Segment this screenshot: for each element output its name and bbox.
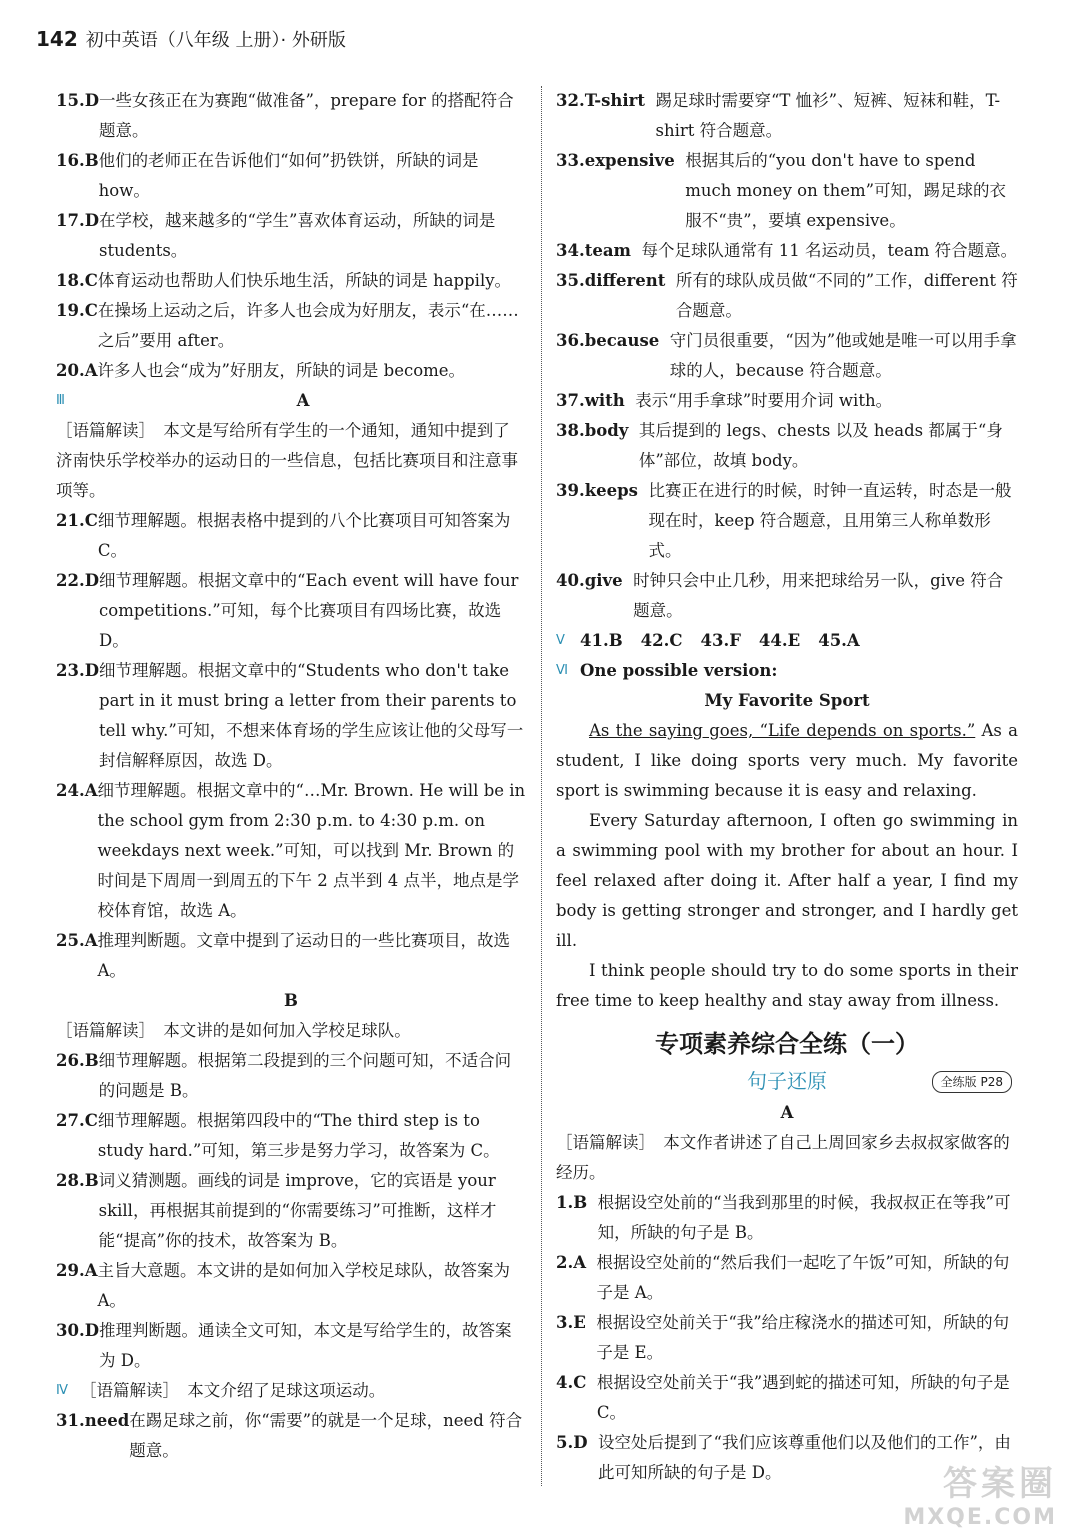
answer-explanation: 踢足球时需要穿“T 恤衫”、短裤、短袜和鞋，T-shirt 符合题意。 <box>655 91 1001 140</box>
page-number: 142 <box>36 27 78 51</box>
answer-key: 44.E <box>758 631 801 650</box>
answer-number: 3.E <box>556 1313 586 1332</box>
column-divider <box>541 86 542 1486</box>
answer-explanation: 细节理解题。根据第二段提到的三个问题可知，不适合问的问题是 B。 <box>98 1051 512 1100</box>
answer-number: 29.A <box>56 1261 98 1280</box>
answer-item <box>556 86 1018 146</box>
answer-number: 31.need <box>56 1411 130 1430</box>
answer-item <box>556 236 1018 266</box>
answer-item <box>556 266 1018 326</box>
answer-item <box>56 566 526 656</box>
answer-item <box>556 566 1018 626</box>
answer-number: 21.C <box>56 511 98 530</box>
answer-number: 5.D <box>556 1433 588 1452</box>
answer-item <box>56 776 526 926</box>
answer-item <box>56 1256 526 1316</box>
special-subtitle: 句子还原 <box>747 1069 827 1093</box>
answer-number: 1.B <box>556 1193 588 1212</box>
answer-item <box>56 266 526 296</box>
answer-number: 26.B <box>56 1051 99 1070</box>
answer-list-a <box>56 86 526 386</box>
answer-item <box>556 476 1018 566</box>
answer-explanation: 体育运动也帮助人们快乐地生活，所缺的词是 happily。 <box>97 271 512 290</box>
answer-item <box>556 1308 1018 1368</box>
answer-explanation: 根据设空处前关于“我”遇到蛇的描述可知，所缺的句子是 C。 <box>596 1373 1010 1422</box>
answer-number: 23.D <box>56 661 100 680</box>
essay-quote: As the saying goes, “Life depends on sports.” <box>589 721 976 740</box>
watermark-text: 答案圈 <box>943 1464 1057 1504</box>
answer-explanation: 在操场上运动之后，许多人也会成为好朋友，表示“在……之后”要用 after。 <box>97 301 519 350</box>
answer-explanation: 细节理解题。根据文章中的“…Mr. Brown. He will be in the school gym from 2:30 p.m. to 4:30 p.m. on weekdays next week.”可知，可以找到 Mr. Brown 的时间是下周周一到周五的下午 2 点半到 4 点半，地点是学校体育馆，故选 A。 <box>97 781 526 920</box>
answer-explanation: 设空处后提到了“我们应该尊重他们以及他们的工作”，由此可知所缺的句子是 D。 <box>598 1433 1011 1482</box>
answer-item <box>56 1316 526 1376</box>
answer-number: 37.with <box>556 391 625 410</box>
section-numeral: Ⅵ <box>556 663 568 678</box>
answer-explanation: 比赛正在进行的时候，时钟一直运转，时态是一般现在时，keep 符合题意，且用第三人称单数形式。 <box>648 481 1012 560</box>
watermark-url: MXQE.COM <box>903 1505 1057 1530</box>
special-section-title: 专项素养综合全练（一） <box>655 1030 919 1058</box>
answer-number: 35.different <box>556 271 666 290</box>
answer-explanation: 表示“用手拿球”时要用介词 with。 <box>635 391 893 410</box>
answer-number: 30.D <box>56 1321 100 1340</box>
answer-item <box>56 146 526 206</box>
book-title: 初中英语（八年级 上册）· 外研版 <box>85 30 346 51</box>
answer-list-c <box>56 1046 526 1376</box>
answer-explanation: 细节理解题。根据表格中提到的八个比赛项目可知答案为 C。 <box>97 511 511 560</box>
passage-title-b: B <box>284 991 298 1010</box>
answer-explanation: 在学校，越来越多的“学生”喜欢体育运动，所缺的词是 students。 <box>99 211 496 260</box>
answer-number: 33.expensive <box>556 151 675 170</box>
answer-item <box>556 326 1018 386</box>
page-reference-badge: 全练版 P28 <box>932 1071 1012 1093</box>
essay-title: My Favorite Sport <box>704 691 870 710</box>
answer-explanation: 根据设空处前关于“我”给庄稼浇水的描述可知，所缺的句子是 E。 <box>596 1313 1010 1362</box>
answer-number: 19.C <box>56 301 98 320</box>
section-numeral: Ⅲ <box>56 393 65 408</box>
section-numeral: Ⅴ <box>556 633 565 648</box>
answer-item <box>56 1166 526 1256</box>
answer-number: 16.B <box>56 151 99 170</box>
section-3-heading <box>56 386 526 416</box>
answer-item <box>56 296 526 356</box>
answer-number: 4.C <box>556 1373 587 1392</box>
answer-item <box>556 416 1018 476</box>
essay-paragraph-2: Every Saturday afternoon, I often go swimming in a swimming pool with my brother for about an hour. I feel relaxed after doing it. After half a year, I find my body is getting stronger and stronger, and I hardly get ill. <box>556 811 1018 950</box>
answer-explanation: 他们的老师正在告诉他们“如何”扔铁饼，所缺的词是 how。 <box>98 151 479 200</box>
site-watermark <box>877 1456 1057 1530</box>
left-column <box>56 86 526 1466</box>
passage-title: A <box>296 391 310 410</box>
right-column <box>556 86 1018 1488</box>
answer-list-b <box>56 506 526 986</box>
answer-number: 18.C <box>56 271 98 290</box>
answer-number: 27.C <box>56 1111 98 1130</box>
answer-explanation: 根据其后的“you don't have to spend much money on them”可知，踢足球的衣服不“贵”，要填 expensive。 <box>685 151 1007 230</box>
answer-explanation: 许多人也会“成为”好朋友，所缺的词是 become。 <box>97 361 466 380</box>
answer-row <box>580 626 860 656</box>
answer-item <box>56 1106 526 1166</box>
passage-analysis: ［语篇解读］ 本文是写给所有学生的一个通知，通知中提到了济南快乐学校举办的运动日的一些信息，包括比赛项目和注意事项等。 <box>56 421 518 500</box>
answer-key: 43.F <box>700 631 741 650</box>
answer-explanation: 守门员很重要，“因为”他或她是唯一可以用手拿球的人，because 符合题意。 <box>669 331 1017 380</box>
answer-number: 22.D <box>56 571 100 590</box>
special-analysis: ［语篇解读］ 本文作者讲述了自己上周回家乡去叔叔家做客的经历。 <box>556 1133 1010 1182</box>
answer-explanation: 细节理解题。根据文章中的“Students who don't take part in it must bring a letter from their parents to tell why.”可知，不想来体育场的学生应该让他的父母写一封信解释原因，故选 D。 <box>99 661 524 770</box>
essay-paragraph-1 <box>556 716 1018 806</box>
special-subheading-row <box>556 1064 1018 1098</box>
answer-number: 2.A <box>556 1253 587 1272</box>
answer-list-special <box>556 1188 1018 1488</box>
answer-item <box>56 1406 526 1466</box>
special-part-title: A <box>780 1103 794 1122</box>
answer-number: 24.A <box>56 781 98 800</box>
passage-analysis-b: ［语篇解读］ 本文讲的是如何加入学校足球队。 <box>56 1021 411 1040</box>
answer-item <box>56 506 526 566</box>
answer-key: 41.B <box>580 631 623 650</box>
answer-item <box>56 926 526 986</box>
essay-paragraph-3: I think people should try to do some sports in their free time to keep healthy and stay away from illness. <box>556 961 1018 1010</box>
section-5-answers <box>556 626 1018 656</box>
section-6-heading <box>556 656 1018 686</box>
answer-item <box>556 1368 1018 1428</box>
answer-item <box>56 86 526 146</box>
section-4-heading <box>56 1376 526 1406</box>
passage-analysis: ［语篇解读］ 本文介绍了足球这项运动。 <box>80 1381 386 1400</box>
answer-item <box>56 1046 526 1106</box>
answer-item <box>556 146 1018 236</box>
answer-explanation: 词义猜测题。画线的词是 improve，它的宾语是 your skill，再根据其前提到的“你需要练习”可推断，这样才能“提高”你的技术，故答案为 B。 <box>98 1171 497 1250</box>
answer-list-blanks <box>556 86 1018 626</box>
answer-explanation: 一些女孩正在为赛跑“做准备”，prepare for 的搭配符合题意。 <box>99 91 514 140</box>
section-numeral: Ⅳ <box>56 1383 68 1398</box>
sample-essay-label: One possible version: <box>580 661 778 680</box>
answer-number: 20.A <box>56 361 98 380</box>
answer-item <box>56 356 526 386</box>
answer-explanation: 推理判断题。通读全文可知，本文是写给学生的，故答案为 D。 <box>99 1321 512 1370</box>
answer-explanation: 在踢足球之前，你“需要”的就是一个足球，need 符合题意。 <box>129 1411 523 1460</box>
answer-number: 28.B <box>56 1171 99 1190</box>
answer-number: 38.body <box>556 421 629 440</box>
answer-explanation: 细节理解题。根据文章中的“Each event will have four competitions.”可知，每个比赛项目有四场比赛，故选 D。 <box>99 571 519 650</box>
answer-item <box>556 386 1018 416</box>
answer-explanation: 根据设空处前的“当我到那里的时候，我叔叔正在等我”可知，所缺的句子是 B。 <box>597 1193 1011 1242</box>
essay-paragraph-1-rest: As a student, I like doing sports very much. My favorite sport is swimming because it is easy and relaxing. <box>556 721 1018 800</box>
answer-explanation: 推理判断题。文章中提到了运动日的一些比赛项目，故选 A。 <box>97 931 511 980</box>
answer-explanation: 主旨大意题。本文讲的是如何加入学校足球队，故答案为 A。 <box>97 1261 511 1310</box>
answer-explanation: 所有的球队成员做“不同的”工作，different 符合题意。 <box>675 271 1018 320</box>
answer-item <box>556 1188 1018 1248</box>
answer-explanation: 根据设空处前的“然后我们一起吃了午饭”可知，所缺的句子是 A。 <box>596 1253 1010 1302</box>
answer-number: 32.T-shirt <box>556 91 645 110</box>
answer-number: 25.A <box>56 931 98 950</box>
answer-number: 34.team <box>556 241 631 260</box>
answer-number: 15.D <box>56 91 100 110</box>
answer-number: 17.D <box>56 211 100 230</box>
answer-explanation: 时钟只会中止几秒，用来把球给另一队，give 符合题意。 <box>633 571 1004 620</box>
answer-number: 39.keeps <box>556 481 638 500</box>
answer-key: 45.A <box>818 631 860 650</box>
answer-item <box>556 1248 1018 1308</box>
answer-explanation: 细节理解题。根据第四段中的“The third step is to study hard.”可知，第三步是努力学习，故答案为 C。 <box>97 1111 500 1160</box>
answer-number: 40.give <box>556 571 623 590</box>
page-header <box>36 26 1036 66</box>
answer-item <box>56 206 526 266</box>
answer-explanation: 每个足球队通常有 11 名运动员，team 符合题意。 <box>641 241 1018 260</box>
answer-explanation: 其后提到的 legs、chests 以及 heads 都属于“身体”部位，故填 body。 <box>638 421 1003 470</box>
answer-item <box>56 656 526 776</box>
answer-number: 36.because <box>556 331 660 350</box>
answer-key: 42.C <box>640 631 683 650</box>
